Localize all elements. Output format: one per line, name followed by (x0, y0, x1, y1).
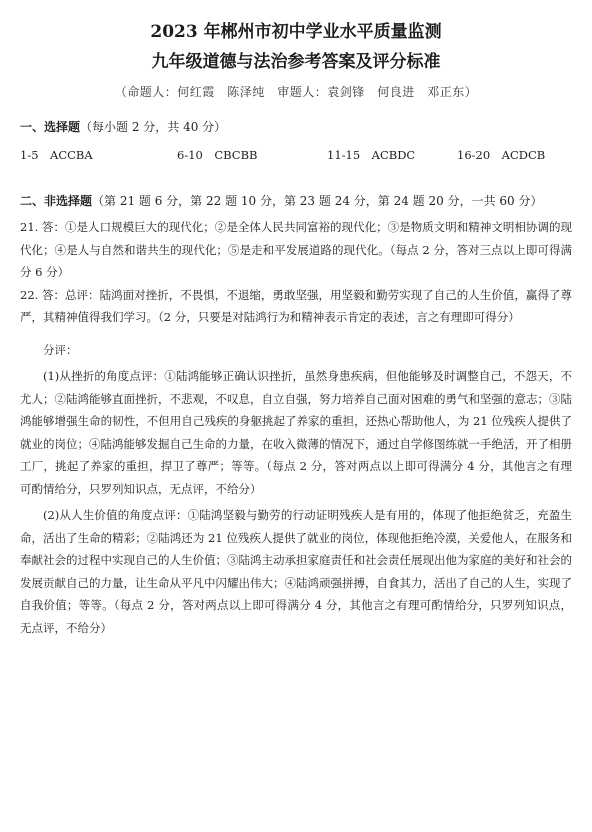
section-note: （第 21 题 6 分，第 22 题 10 分，第 23 题 24 分，第 24 题 20 分，一共 60 分） (92, 194, 543, 208)
answer-key-row (20, 144, 572, 166)
answer-group: 1-5 ACCBA (20, 148, 93, 162)
section-note: （每小题 2 分，共 40 分） (80, 120, 227, 134)
answer-group: 11-15 ACBDC (327, 148, 416, 162)
section-open-questions-heading (20, 190, 572, 212)
document-subtitle: 九年级道德与法治参考答案及评分标准 (151, 52, 441, 72)
answer-group: 6-10 CBCBB (177, 148, 258, 162)
answer-group: 16-20 ACDCB (457, 148, 546, 162)
section-title: 一、选择题 (20, 120, 81, 134)
section-multiple-choice-heading (20, 116, 572, 138)
evaluation-point-2: (2)从人生价值的角度点评：①陆鸿坚毅与勤劳的行动证明残疾人是有用的，体现了他拒绝贫乏，充盈生命，活出了生命的精彩；②陆鸿还为 21 位残疾人提供了就业的岗位，体现他拒绝冷漠，关爱他人，在服务和奉献社会的过程中实现自己的人生价值；③陆鸿主动承担家庭责任和社会责任展现出他为家庭的美好和社会的发展贡献自己的力量，让生命从平凡中闪耀出伟大；④陆鸿顽强拼搏，自食其力，活出了自己的人生，实现了自我价值；等等。（每点 2 分，答对两点以上即可得满分 4 分，其他言之有理可酌情给分，只罗列知识点，无点评，不给分） (20, 508, 572, 635)
evaluation-point-1: (1)从挫折的角度点评：①陆鸿能够正确认识挫折，虽然身患疾病，但他能够及时调整自己，不怨天，不尤人；②陆鸿能够直面挫折，不悲观，不叹息，自立自强，努力培养自己面对困难的勇气和坚强的意志；③陆鸿能够增强生命的韧性，不但用自己残疾的身躯挑起了养家的重担，还热心帮助他人，为 21 位残疾人提供了就业的岗位；④陆鸿能够发掘自己生命的力量，在收入微薄的情况下，通过自学修图练就一手绝活，开了相册工厂，挑起了养家的重担，捍卫了尊严；等等。（每点 2 分，答对两点以上即可得满分 4 分，其他言之有理可酌情给分，只罗列知识点，无点评，不给分） (20, 369, 572, 496)
question-21-answer: 21. 答：①是人口规模巨大的现代化；②是全体人民共同富裕的现代化；③是物质文明和精神文明相协调的现代化；④是人与自然和谐共生的现代化；⑤是走和平发展道路的现代化。（每点 2 分，答对三点以上即可得满分 6 分） (20, 220, 572, 279)
authors-line: （命题人：何红霞 陈泽纯 审题人：袁剑锋 何良进 邓正东） (114, 85, 478, 99)
sub-evaluation-label: 分评： (43, 342, 78, 357)
question-22-answer: 22. 答：总评：陆鸿面对挫折，不畏惧，不退缩，勇敢坚强，用坚毅和勤劳实现了自己的人生价值，赢得了尊严，其精神值得我们学习。（2 分，只要是对陆鸿行为和精神表示肯定的表述，言之有理即可得分） (20, 287, 572, 324)
section-title: 二、非选择题 (20, 194, 93, 208)
document-title: 2023 年郴州市初中学业水平质量监测 (150, 22, 442, 42)
